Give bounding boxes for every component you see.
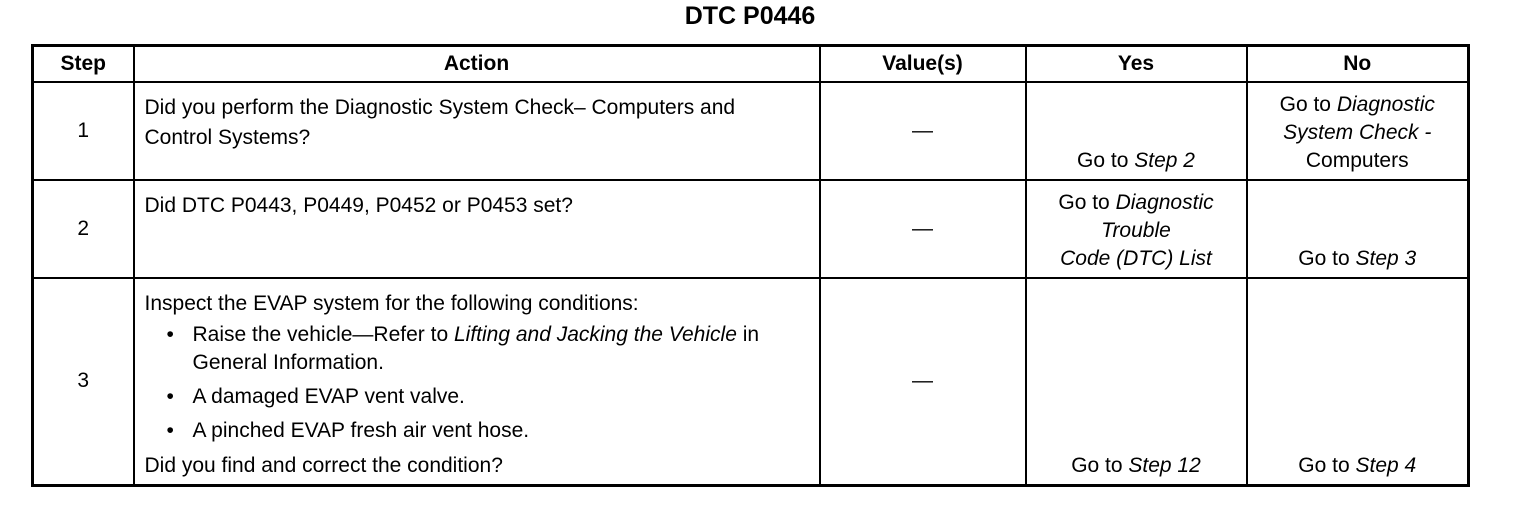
go-to-text: Go to: [1298, 453, 1356, 477]
no-cell: [1247, 278, 1469, 485]
procedure-link[interactable]: Trouble: [1101, 219, 1171, 242]
header-action: Action: [134, 46, 820, 83]
step-link[interactable]: Step 3: [1355, 247, 1417, 270]
no-cell: [1247, 82, 1469, 180]
go-to-text: Go to: [1058, 191, 1116, 214]
list-item: • A pinched EVAP fresh air vent hose.: [167, 417, 809, 445]
page-title: DTC P0446: [684, 2, 816, 30]
condition-list: [145, 321, 809, 445]
value-cell: —: [820, 180, 1026, 278]
step-link[interactable]: Step 12: [1128, 453, 1201, 477]
header-yes: Yes: [1026, 46, 1247, 83]
bullet-icon: •: [166, 385, 174, 408]
value-cell: —: [820, 82, 1026, 180]
action-text: Did DTC P0443, P0449, P0452 or P0453 set?: [134, 180, 820, 278]
link-suffix-text: Computers: [1305, 149, 1409, 172]
table-row: [33, 180, 1469, 278]
action-cell: [134, 278, 820, 485]
list-item: • Raise the vehicle—Refer to Lifting and Jacking the Vehicle in General Information.: [166, 323, 760, 374]
no-cell: [1247, 180, 1469, 278]
procedure-link[interactable]: Lifting and Jacking the Vehicle: [453, 323, 737, 346]
header-no: No: [1247, 46, 1469, 83]
yes-cell: [1026, 82, 1247, 180]
step-number: 1: [33, 82, 134, 180]
bullet-icon: •: [166, 419, 174, 442]
step-link[interactable]: Step 4: [1355, 453, 1417, 477]
table-row: [33, 82, 1469, 180]
list-item: • A damaged EVAP vent valve.: [167, 383, 809, 411]
yes-cell: [1026, 180, 1247, 278]
header-values: Value(s): [820, 46, 1026, 83]
bullet-icon: •: [166, 323, 174, 346]
go-to-text: Go to: [1298, 247, 1356, 270]
table-row: [33, 278, 1469, 485]
action-text: Did you perform the Diagnostic System Check– Computers and Control Systems?: [134, 82, 820, 180]
diagnostic-table: [31, 44, 1470, 487]
value-cell: —: [820, 278, 1026, 485]
yes-cell: [1026, 278, 1247, 485]
procedure-link[interactable]: Code (DTC) List: [1060, 247, 1212, 270]
go-to-text: Go to: [1077, 149, 1135, 172]
header-step: Step: [33, 46, 134, 83]
action-question: Did you find and correct the condition?: [144, 454, 503, 477]
procedure-link[interactable]: Diagnostic: [1115, 191, 1214, 214]
go-to-text: Go to: [1279, 93, 1337, 116]
step-link[interactable]: Step 2: [1134, 149, 1195, 172]
action-intro: Inspect the EVAP system for the following conditions:: [144, 292, 639, 315]
procedure-link[interactable]: Diagnostic System Check -: [1283, 93, 1435, 144]
go-to-text: Go to: [1071, 453, 1129, 477]
header-row: [33, 46, 1469, 83]
step-number: 2: [33, 180, 134, 278]
step-number: 3: [33, 278, 134, 485]
